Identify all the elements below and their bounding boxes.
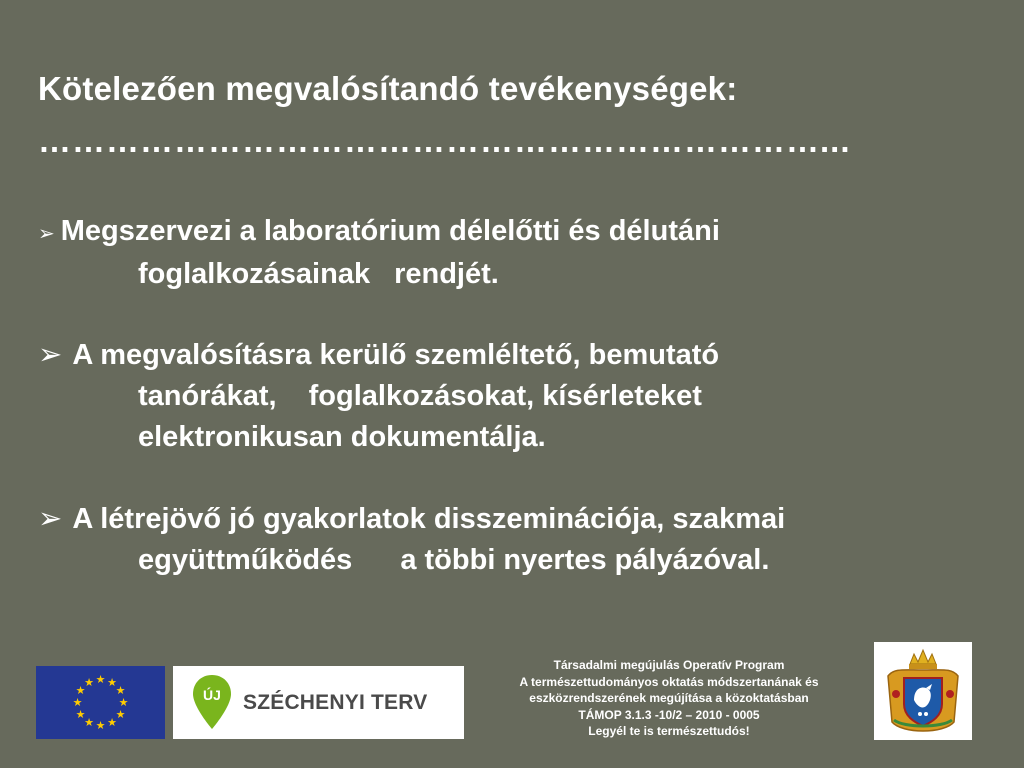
bullet-text: foglalkozásokat, kísérleteket: [308, 380, 702, 412]
svg-text:★: ★: [75, 708, 86, 721]
svg-text:★: ★: [95, 719, 106, 732]
svg-text:★: ★: [95, 673, 106, 686]
info-line: eszközrendszerének megújítása a közoktatásban: [529, 691, 809, 705]
svg-text:★: ★: [107, 716, 117, 729]
bullet-text: A létrejövő jó gyakorlatok disszeminációja, szakmai: [72, 503, 786, 535]
slide-title: Kötelezően megvalósítandó tevékenységek:: [38, 70, 738, 107]
svg-text:★: ★: [115, 708, 126, 721]
info-line: A természettudományos oktatás módszertanának és: [519, 674, 819, 689]
program-info: [474, 657, 864, 740]
arrow-right-icon: ➢: [38, 337, 63, 371]
info-line: TÁMOP 3.1.3 -10/2 – 2010 - 0005: [578, 707, 760, 722]
bullet-text: foglalkozásainak: [138, 258, 371, 290]
bullet-text: együttműködés: [138, 544, 353, 576]
map-pin-icon: [191, 673, 233, 733]
coat-of-arms-icon: [874, 642, 972, 740]
info-line: Legyél te is természettudós!: [588, 724, 750, 738]
svg-text:★: ★: [115, 684, 126, 697]
bullet-text: a többi nyertes pályázóval.: [400, 544, 770, 576]
svg-text:★: ★: [75, 684, 86, 697]
bullet-text: elektronikusan dokumentálja.: [138, 421, 546, 453]
svg-text:★: ★: [72, 696, 83, 709]
svg-text:★: ★: [107, 676, 117, 689]
bullet-item: [38, 211, 720, 295]
pin-label: ÚJ: [203, 686, 221, 703]
dotted-line: ……………………………………………………………...: [38, 122, 851, 159]
svg-text:★: ★: [84, 716, 94, 729]
szechenyi-terv-logo: [173, 666, 464, 739]
svg-text:★: ★: [118, 696, 129, 709]
bullet-text: tanórákat,: [138, 380, 277, 412]
bullet-text: A megvalósításra kerülő szemléltető, bemutató: [72, 339, 720, 371]
arrow-right-icon: ➢: [38, 501, 63, 535]
eu-flag-icon: [36, 666, 165, 739]
bullet-item: [38, 334, 719, 458]
bullet-item: [38, 498, 785, 581]
bullet-text: Megszervezi a laboratórium délelőtti és délutáni: [60, 215, 720, 247]
szechenyi-terv-text: SZÉCHENYI TERV: [243, 690, 428, 714]
bullet-text: rendjét.: [394, 258, 499, 290]
arrow-right-icon: ➢: [38, 221, 55, 245]
info-line: Társadalmi megújulás Operatív Program: [553, 658, 785, 672]
svg-text:★: ★: [84, 676, 94, 689]
